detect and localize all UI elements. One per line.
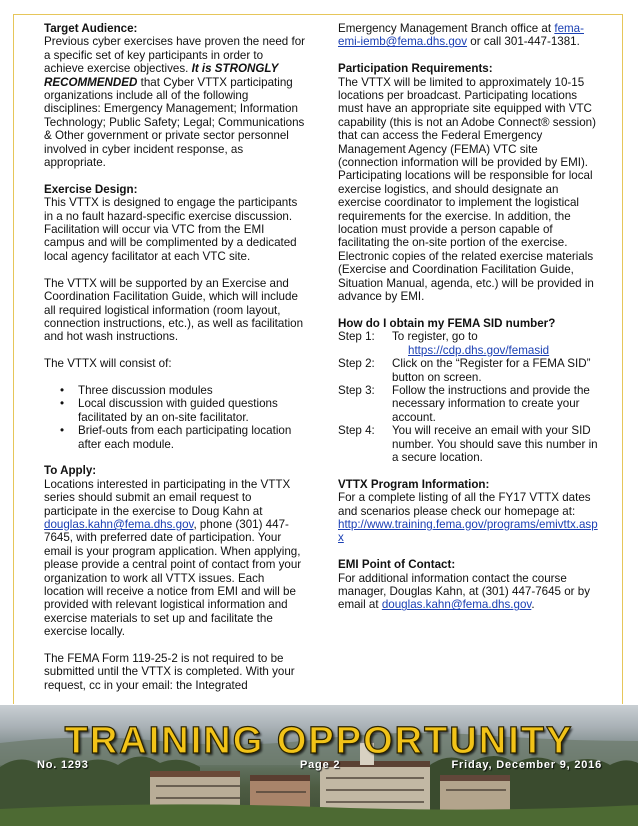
modules-list xyxy=(44,384,306,451)
poc-email-link[interactable]: douglas.kahn@fema.dhs.gov xyxy=(381,598,532,612)
list-item: • Brief-outs from each participating location after each module. xyxy=(44,424,306,451)
exercise-design-heading: Exercise Design: xyxy=(44,182,138,196)
sid-step-1-link-line xyxy=(338,344,600,357)
banner-meta-row xyxy=(0,759,638,773)
list-item: • Three discussion modules xyxy=(44,384,306,397)
vttx-program-paragraph: For a complete listing of all the FY17 VTTX dates and scenarios please check our homepage at: xyxy=(338,491,591,518)
training-opportunity-banner xyxy=(0,705,638,826)
iemb-contact-paragraph: Emergency Management Branch office at fema-emi-iemb@fema.dhs.gov or call 301-447-1381. xyxy=(338,22,584,49)
sid-step-1: Step 1: To register, go to xyxy=(338,330,478,344)
sid-step-4: Step 4: You will receive an email with your SID number. You should save this number in a secure location. xyxy=(338,424,598,464)
sid-step-2: Step 2: Click on the “Register for a FEMA SID” button on screen. xyxy=(338,357,591,384)
page-number: Page 2 xyxy=(300,759,341,771)
emi-poc-paragraph: For additional information contact the course manager, Douglas Kahn, at (301) 447-7645 or by email at douglas.kahn@fema.dhs.gov. xyxy=(338,571,591,612)
iemb-email-link[interactable]: fema-emi-iemb@fema.dhs.gov xyxy=(338,22,584,49)
banner-title: TRAINING OPPORTUNITY xyxy=(64,720,574,762)
fema-form-paragraph: The FEMA Form 119-25-2 is not required to be submitted until the VTTX is completed. With your request, cc in your email: the Integrated xyxy=(44,652,295,692)
target-audience-heading: Target Audience: xyxy=(44,22,138,35)
doug-kahn-email-link[interactable]: douglas.kahn@fema.dhs.gov xyxy=(44,517,194,531)
emi-poc-heading: EMI Point of Contact: xyxy=(338,558,456,572)
exercise-design-paragraph: This VTTX is designed to engage the participants in a no fault hazard-specific exercise discussion. Facilitation will occur via VTC from the EMI campus and will be complimented by a dedicated local agency facilitator at each VTC site. xyxy=(44,196,298,263)
participation-requirements-heading: Participation Requirements: xyxy=(338,62,493,76)
right-column xyxy=(338,22,600,612)
target-audience-text: Previous cyber exercises have proven the need for a specific set of key participants in order to achieve exercise objectives. It is STRONGLY RECOMMENDED that Cyber VTTX participating organizations include all of the following disciplines: Emergency Management; Information Technology; Public Safety; Legal; Communications & Other government or private sector personnel involved in cyber incident response, as appropriate. xyxy=(44,35,306,170)
sid-step-3: Step 3: Follow the instructions and provide the necessary information to create your account. xyxy=(338,383,590,424)
list-item: • Local discussion with guided questions facilitated by an on-site facilitator. xyxy=(44,397,306,424)
vttx-homepage-link[interactable]: http://www.training.fema.gov/programs/emivttx.aspx xyxy=(338,517,598,545)
vttx-consist-paragraph: The VTTX will consist of: xyxy=(44,357,172,371)
to-apply-heading: To Apply: xyxy=(44,464,97,478)
exercise-support-paragraph: The VTTX will be supported by an Exercise and Coordination Facilitation Guide, which will include all required logistical information (room layout, connection instructions, etc.), as well as facilitation and hot wash instructions. xyxy=(44,276,304,344)
issue-date: Friday, December 9, 2016 xyxy=(451,759,602,771)
issue-number: No. 1293 xyxy=(37,759,89,771)
left-column xyxy=(44,22,306,692)
fema-sid-heading: How do I obtain my FEMA SID number? xyxy=(338,316,556,330)
vttx-program-heading: VTTX Program Information: xyxy=(338,477,490,491)
fema-sid-link[interactable]: https://cdp.dhs.gov/femasid xyxy=(408,343,550,357)
participation-requirements-paragraph: The VTTX will be limited to approximately 10-15 locations per broadcast. Participating locations must have an appropriate site equipped with VTC capability (this is not an Adobe Connect® session) that can access the Federal Emergency Management Agency (FEMA) VTC site (connection information will be provided by EMI). Participating locations will be responsible for local exercise logistics, and should designate an exercise coordinator to implement the logistical requirements for the exercise. In addition, the location must provide a person capable of facilitating the on-site portion of the exercise. Electronic copies of the related exercise materials (Exercise and Coordination Facilitation Guide, Situation Manual, agenda, etc.) will be provided in advance by EMI. xyxy=(338,75,596,304)
to-apply-paragraph: Locations interested in participating in the VTTX series should submit an email request to participate in the exercise to Doug Kahn at douglas.kahn@fema.dhs.gov, phone (301) 447-7645, with preferred date of participation. Your email is your program application. When applying, please provide a central point of contact from your organization to work all VTTX issues. Each location will receive a notice from EMI and will be provided with relevant logistical information and exercise materials to set up and facilitate the exercise locally. xyxy=(44,477,302,639)
vttx-homepage-line xyxy=(338,518,600,545)
